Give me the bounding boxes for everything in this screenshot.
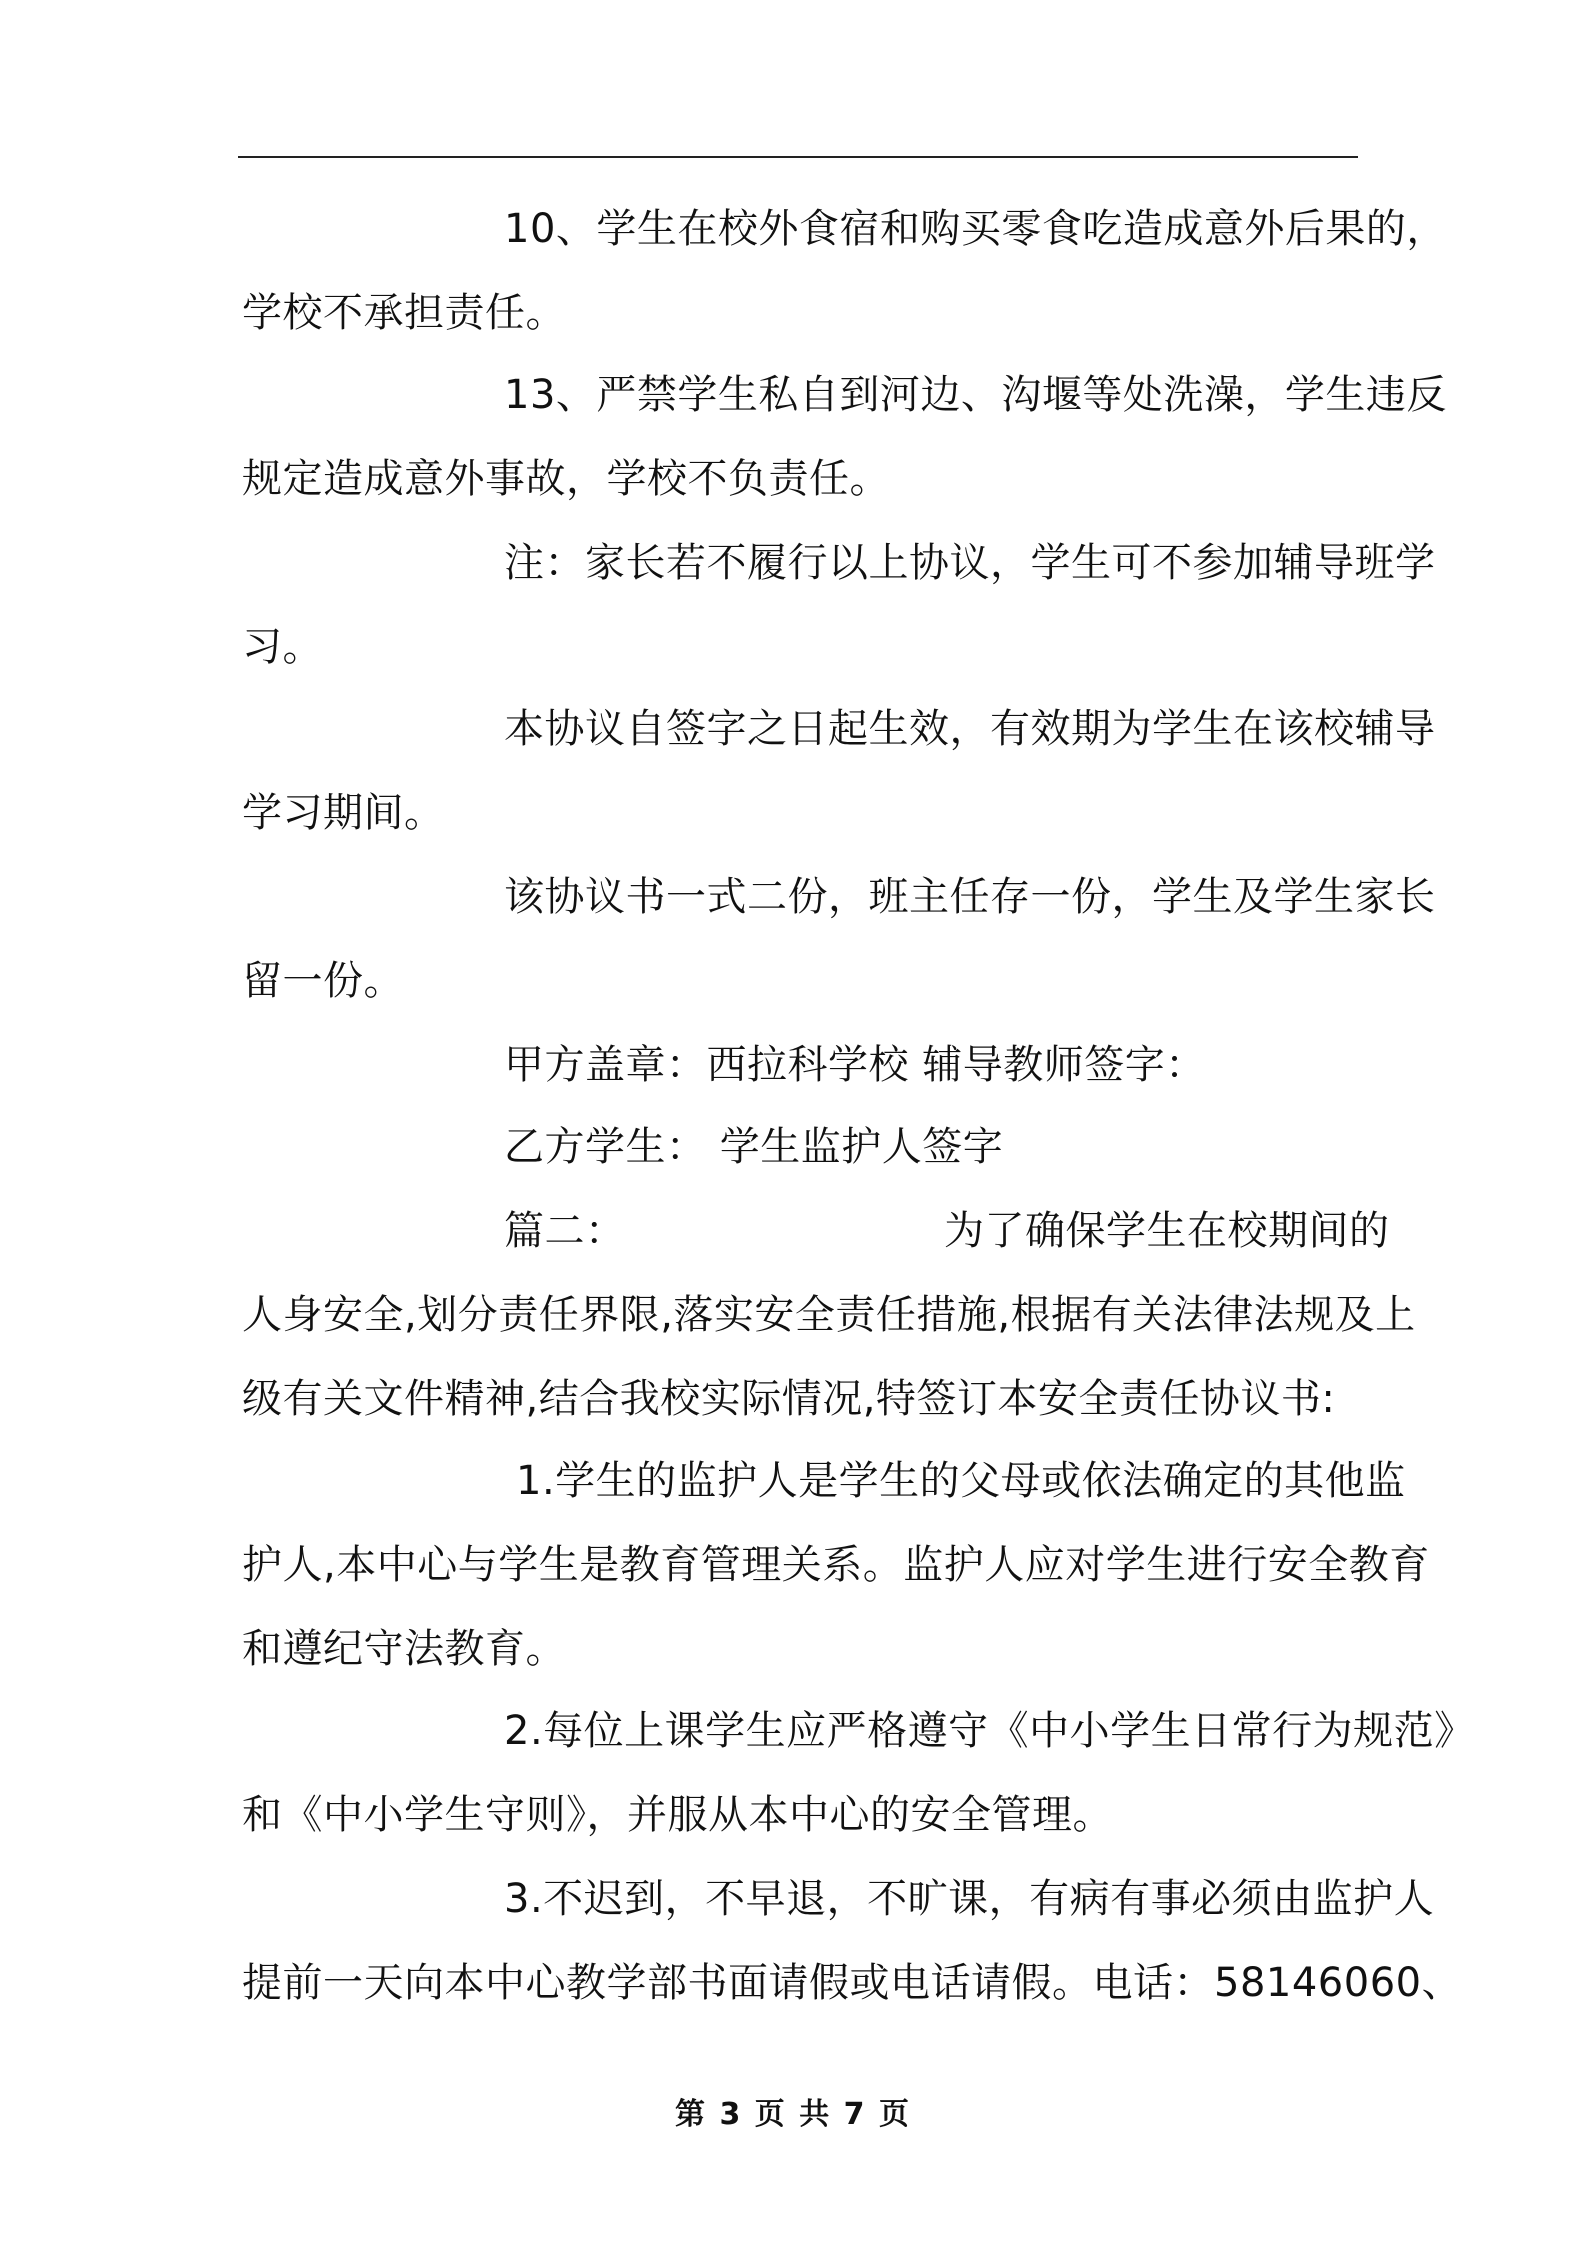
text-line: 学校不承担责任。 [242, 290, 566, 336]
text-line: 留一份。 [242, 958, 404, 1004]
text-line: 级有关文件精神,结合我校实际情况,特签订本安全责任协议书: [242, 1376, 1336, 1422]
text-line: 本协议自签字之日起生效，有效期为学生在该校辅导 [504, 706, 1436, 752]
text-line: 为了确保学生在校期间的 [944, 1208, 1390, 1254]
text-line: 1.学生的监护人是学生的父母或依法确定的其他监 [516, 1458, 1406, 1504]
text-line: 该协议书一式二份，班主任存一份，学生及学生家长 [504, 874, 1436, 920]
text-line: 人身安全,划分责任界限,落实安全责任措施,根据有关法律法规及上 [242, 1292, 1416, 1338]
text-line: 注：家长若不履行以上协议，学生可不参加辅导班学 [504, 540, 1436, 586]
text-line: 13、严禁学生私自到河边、沟堰等处洗澡，学生违反 [504, 372, 1447, 418]
text-line: 和《中小学生守则》，并服从本中心的安全管理。 [242, 1792, 1113, 1838]
header-rule [238, 156, 1358, 158]
text-line: 2.每位上课学生应严格遵守《中小学生日常行为规范》 [504, 1708, 1475, 1754]
text-line: 护人,本中心与学生是教育管理关系。监护人应对学生进行安全教育 [242, 1542, 1430, 1588]
text-line: 习。 [242, 624, 323, 670]
page-number-footer: 第 3 页 共 7 页 [675, 2097, 911, 2132]
text-line: 和遵纪守法教育。 [242, 1626, 566, 1672]
text-line: 学习期间。 [242, 790, 445, 836]
text-line: 3.不迟到，不早退，不旷课，有病有事必须由监护人 [504, 1876, 1435, 1922]
text-line: 10、学生在校外食宿和购买零食吃造成意外后果的， [504, 206, 1447, 252]
signature-line-party-b: 乙方学生： 学生监护人签字 [504, 1124, 1004, 1170]
text-line: 规定造成意外事故，学校不负责任。 [242, 456, 890, 502]
text-line: 提前一天向本中心教学部书面请假或电话请假。电话：58146060、 [242, 1960, 1463, 2006]
signature-line-party-a: 甲方盖章：西拉科学校 辅导教师签字： [504, 1042, 1206, 1088]
section-heading: 篇二： [504, 1208, 626, 1254]
